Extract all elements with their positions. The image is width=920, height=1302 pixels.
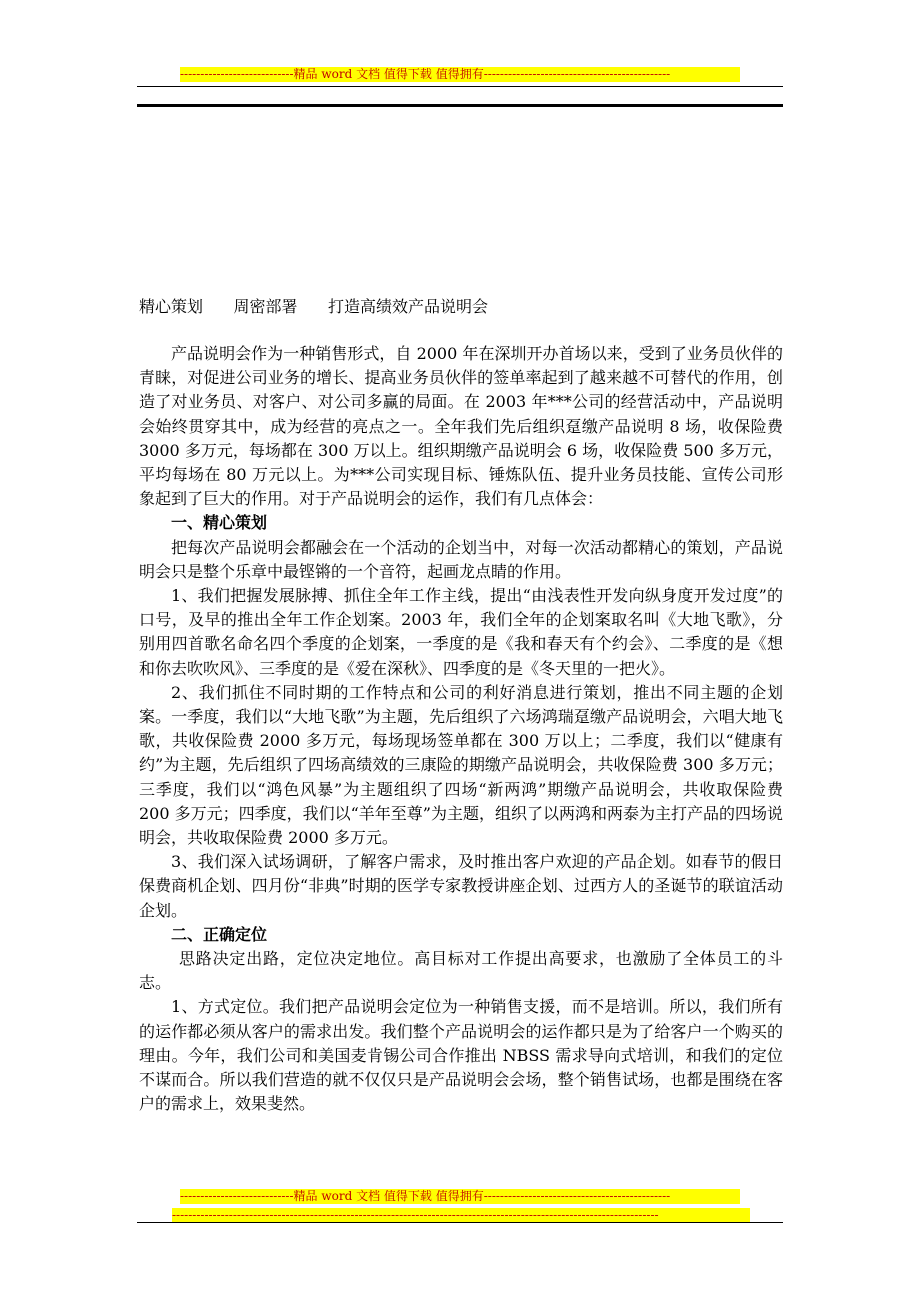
header-rule-thick	[137, 104, 783, 107]
footer-banner: ----------------------------精品 word 文档 值得下载 值得拥有----------------------------------------------	[180, 1189, 740, 1204]
section1-paragraph-1: 1、我们把握发展脉搏、抓住全年工作主线，提出“由浅表性开发向纵身度开发过度”的口号，及早的推出全年工作企划案。2003 年，我们全年的企划案取名叫《大地飞歌》，分别用四首歌名命名四个季度的企划案，一季度的是《我和春天有个约会》、二季度的是《想和你去吹吹风》、三季度的是《爱在深秋》、四季度的是《冬天里的一把火》。	[139, 586, 783, 678]
intro-paragraph: 产品说明会作为一种销售形式，自 2000 年在深圳开办首场以来，受到了业务员伙伴的青睐，对促进公司业务的增长、提高业务员伙伴的签单率起到了越来越不可替代的作用，创造了对业务员、对客户、对公司多赢的局面。在 2003 年***公司的经营活动中，产品说明会始终贯穿其中，成为经营的亮点之一。全年我们先后组织趸缴产品说明 8 场，收保险费 3000 多万元，每场都在 300 万以上。组织期缴产品说明会 6 场，收保险费 500 多万元，平均每场在 80 万元以上。为***公司实现目标、锤炼队伍、提升业务员技能、宣传公司形象起到了巨大的作用。对于产品说明会的运作，我们有几点体会：	[139, 344, 783, 509]
header-rule-thin	[137, 86, 783, 87]
footer-dashes: ------------------------------------------------------------------------------------------------------------------------	[172, 1208, 750, 1223]
section1-paragraph-2: 2、我们抓住不同时期的工作特点和公司的利好消息进行策划，推出不同主题的企划案。一季度，我们以“大地飞歌”为主题，先后组织了六场鸿瑞趸缴产品说明会，六唱大地飞歌，共收保险费 2000 多万元，每场现场签单都在 300 万以上；二季度，我们以“健康有约”为主题，先后组织了四场高绩效的三康险的期缴产品说明会，共收保险费 300 多万元；三季度，我们以“鸿色风暴”为主题组织了四场“新两鸿”期缴产品说明会，共收取保险费 200 多万元；四季度，我们以“羊年至尊”为主题，组织了以两鸿和两泰为主打产品的四场说明会，共收取保险费 2000 多万元。	[139, 682, 783, 848]
footer-rule	[137, 1222, 783, 1223]
section1-heading: 一、精心策划	[171, 513, 268, 533]
header-banner: ----------------------------精品 word 文档 值得下载 值得拥有----------------------------------------------	[180, 67, 740, 82]
section2-paragraph-1: 1、方式定位。我们把产品说明会定位为一种销售支援，而不是培训。所以，我们所有的运作都必须从客户的需求出发。我们整个产品说明会的运作都只是为了给客户一个购买的理由。今年，我们公司和美国麦肯锡公司合作推出 NBSS 需求导向式培训，和我们的定位不谋而合。所以我们营造的就不仅仅只是产品说明会会场，整个销售试场，也都是围绕在客户的需求上，效果斐然。	[139, 997, 783, 1114]
section1-paragraph-3: 3、我们深入试场调研，了解客户需求，及时推出客户欢迎的产品企划。如春节的假日保费商机企划、四月份“非典”时期的医学专家教授讲座企划、过西方人的圣诞节的联谊活动企划。	[139, 852, 783, 920]
section2-heading: 二、正确定位	[171, 924, 268, 944]
section1-intro-paragraph: 把每次产品说明会都融会在一个活动的企划当中，对每一次活动都精心的策划，产品说明会只是整个乐章中最铿锵的一个音符，起画龙点睛的作用。	[139, 537, 783, 581]
document-title: 精心策划 周密部署 打造高绩效产品说明会	[139, 297, 489, 316]
document-body	[139, 342, 783, 1117]
section2-intro-paragraph: 思路决定出路，定位决定地位。高目标对工作提出高要求，也激励了全体员工的斗志。	[139, 949, 783, 993]
